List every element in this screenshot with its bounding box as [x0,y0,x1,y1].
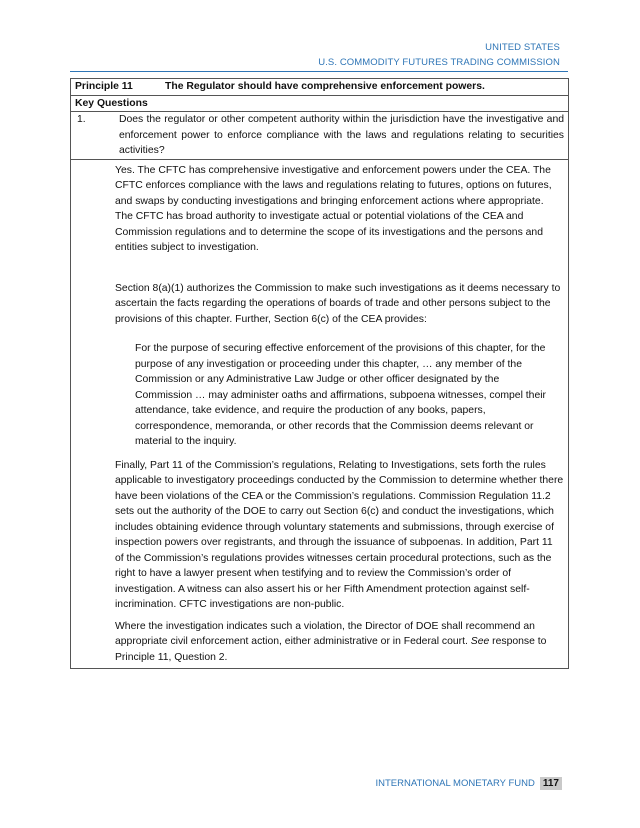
header-agency: U.S. COMMODITY FUTURES TRADING COMMISSION [318,57,560,68]
principle-row [71,79,569,96]
key-questions-heading: Key Questions [71,95,569,112]
question-row [71,112,569,160]
answer-paragraph-1: Yes. The CFTC has comprehensive investigative and enforcement powers under the CEA. The CFTC enforces compliance with the laws and regulations relating to futures, options on futures, and swaps by conducting investigations and bringing enforcement actions where appropriate. The CFTC has broad authority to investigate actual or potential violations of the CEA and Commission regulations and to determine the scope of its investigations and the persons and entities subject to investigation. [115,164,552,253]
see-reference: See [470,636,490,647]
answer-paragraph-3: Finally, Part 11 of the Commission’s regulations, Relating to Investigations, sets forth the rules applicable to investigatory proceedings conducted by the Commission to determine whether there have been violations of the CEA or the Commission’s regulations. Commission Regulation 11.2 sets out the authority of the DOE to carry out Section 6(c) and conduct the investigations, which includes obtaining evidence through voluntary statements and submissions, through exercise of inspection powers over registrants, and through the issuance of subpoenas. In addition, Part 11 of the Commission’s regulations provides witnesses certain procedural protections, such as the right to have a lawyer present when testifying and to review the Commission’s order of investigation. A witness can also assert his or her Fifth Amendment protection against self-incrimination. CFTC investigations are non-public. [115,459,564,610]
answer-row [71,159,569,669]
principle-title: The Regulator should have comprehensive enforcement powers. [165,81,485,92]
answer-cell [115,159,569,669]
principle-table [70,78,569,669]
footer-org: INTERNATIONAL MONETARY FUND [375,778,535,789]
key-questions-row [71,95,569,112]
page-footer [375,777,562,790]
answer-paragraph-2: Section 8(a)(1) authorizes the Commission to make such investigations as it deems necessary to ascertain the facts regarding the operations of boards of trade and other persons subject to the provisions of this chapter. Further, Section 6(c) of the CEA provides: [115,282,561,325]
answer-quote: For the purpose of securing effective enforcement of the provisions of this chapter, for the purpose of any investigation or proceeding under this chapter, … any member of the Commission or any Administrative Law Judge or other officer designated by the Commission … may administer oaths and affirmations, subpoena witnesses, compel their attendance, take evidence, and require the production of any books, papers, correspondence, memoranda, or other records that the Commission deems relevant or material to the inquiry. [135,343,546,447]
header-rule [70,71,568,72]
question-number: 1. [71,112,116,160]
question-text: Does the regulator or other competent authority within the jurisdiction have the investigative and enforcement power to enforce compliance with the laws and regulations relating to securities activities? [115,112,569,160]
answer-paragraph-4: Where the investigation indicates such a violation, the Director of DOE shall recommend an appropriate civil enforcement action, either administrative or in Federal court. See response to Principle 11, Question 2. [115,620,547,663]
principle-label: Principle 11 [75,81,133,92]
page-number: 117 [540,777,562,790]
header-country: UNITED STATES [485,42,560,53]
